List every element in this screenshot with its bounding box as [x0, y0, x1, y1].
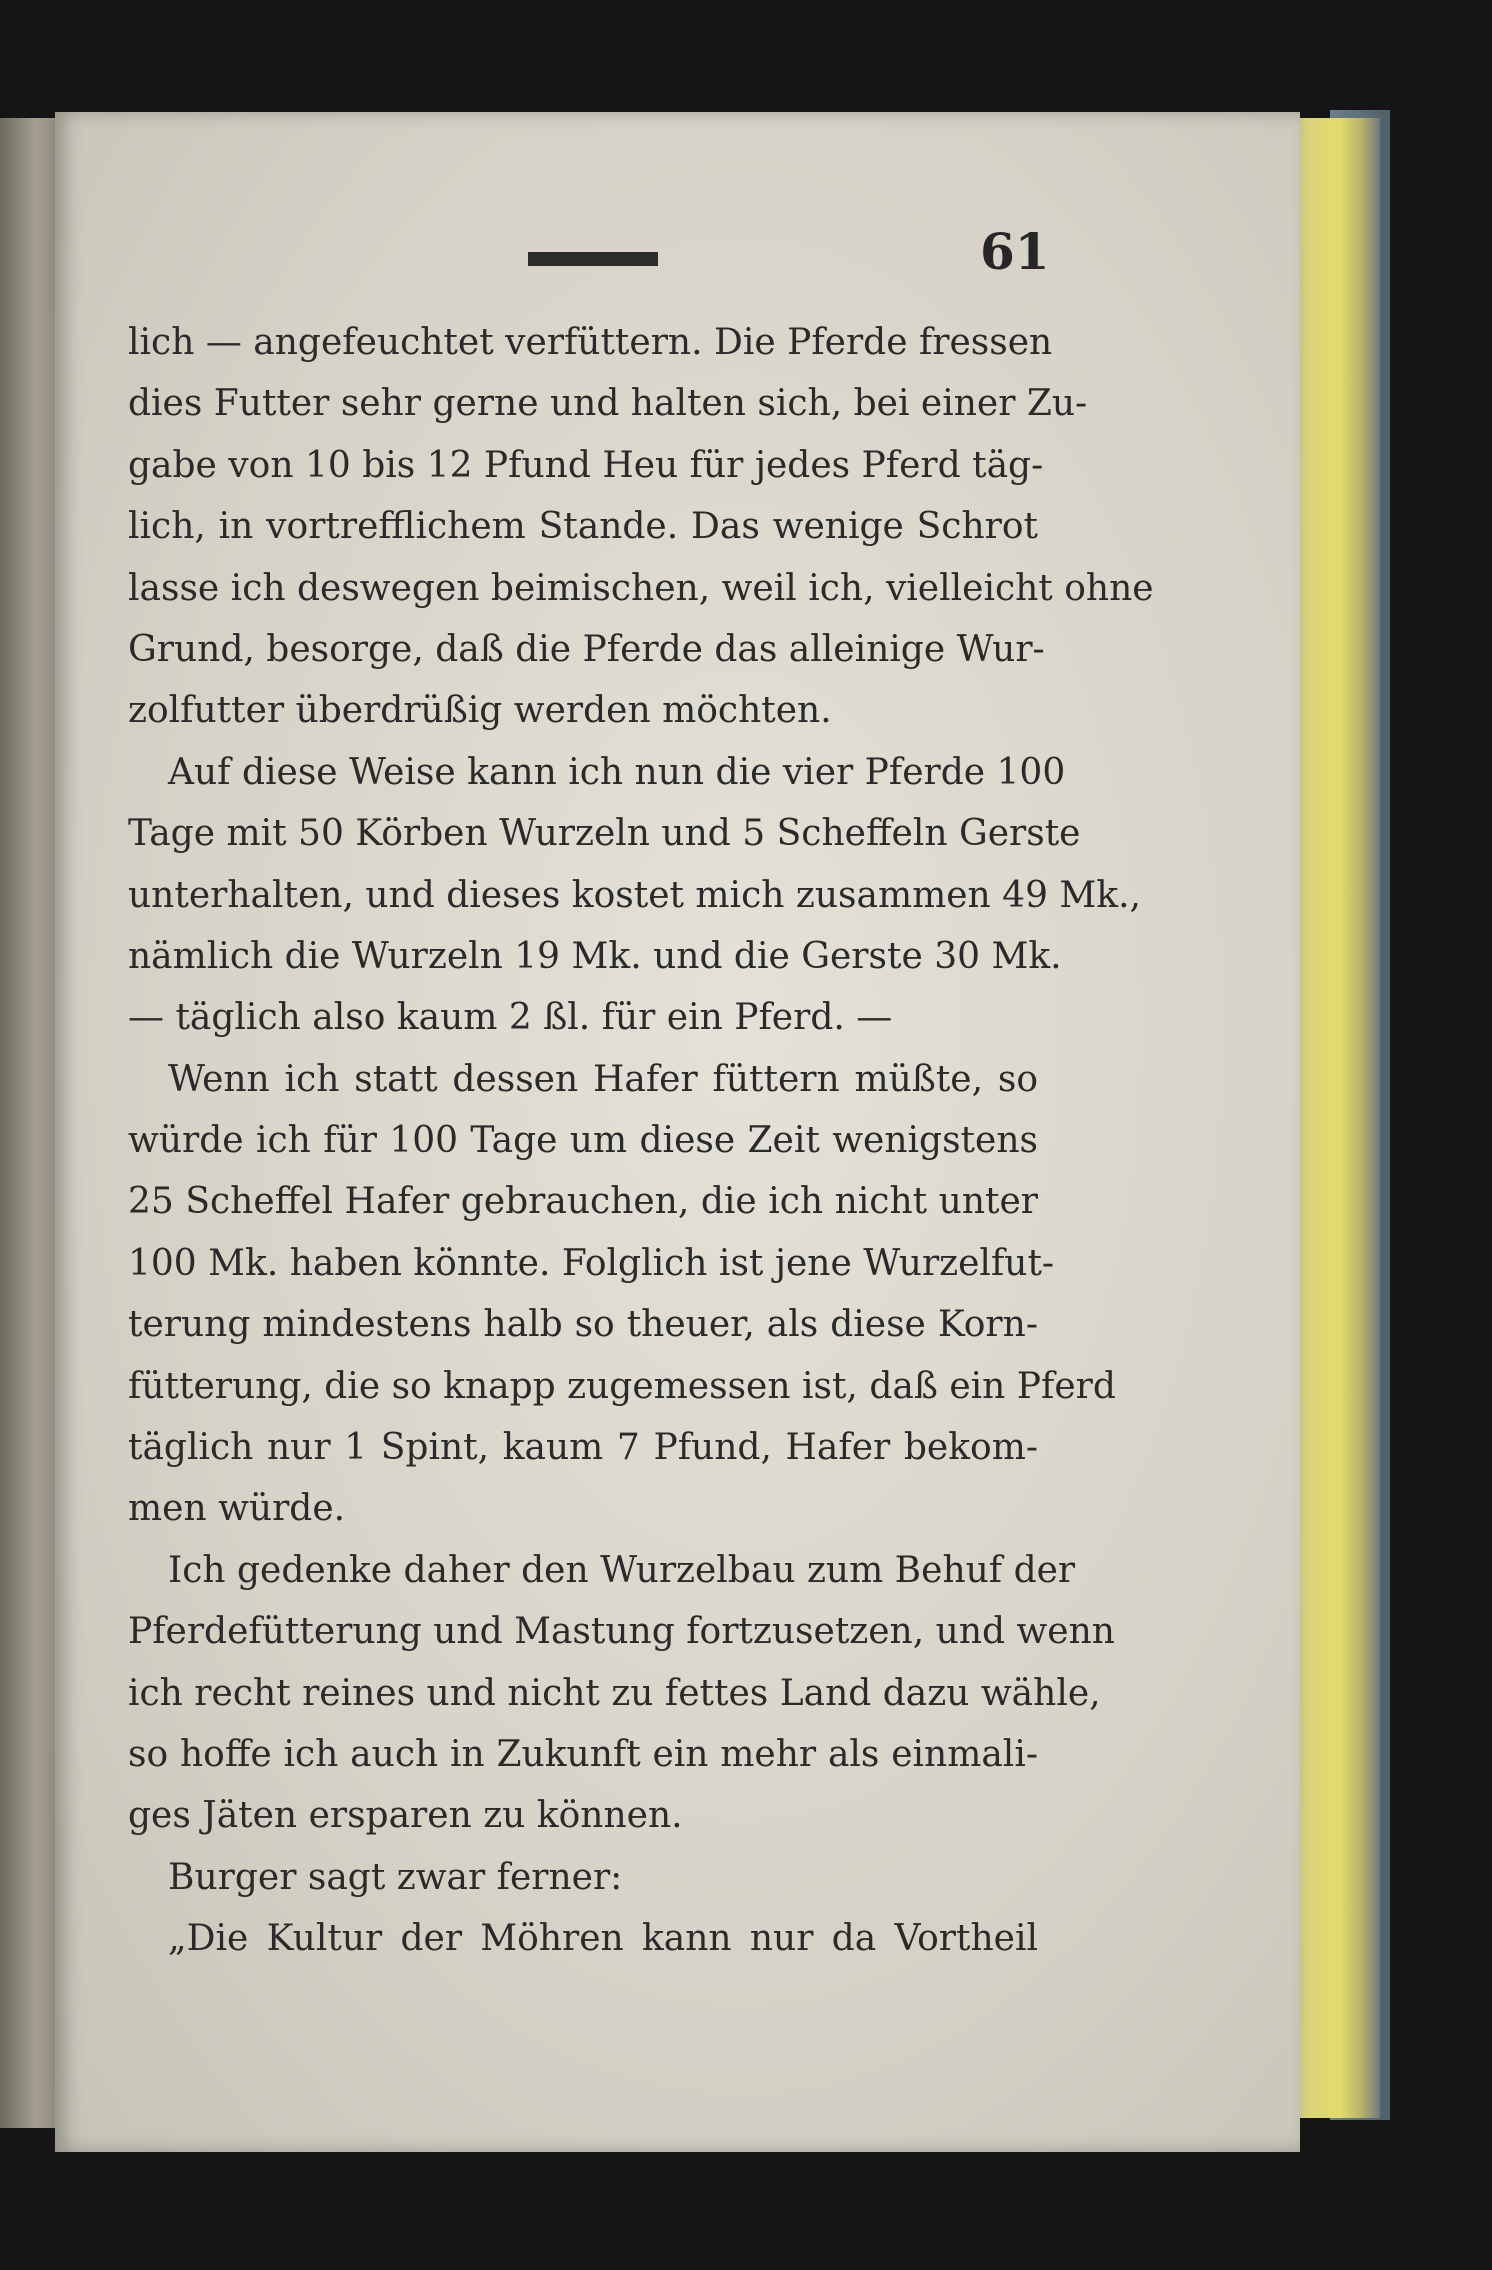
- text-line: Burger sagt zwar ferner:: [168, 1856, 623, 1898]
- text-line: dies Futter sehr gerne und halten sich, bei einer Zu-: [128, 383, 1088, 425]
- text-line: ich recht reines und nicht zu fettes Land dazu wähle,: [128, 1672, 1101, 1714]
- text-line: Wenn ich statt dessen Hafer füttern müßte, so: [168, 1058, 1038, 1100]
- text-line: men würde.: [128, 1488, 346, 1530]
- text-line: würde ich für 100 Tage um diese Zeit wenigstens: [128, 1120, 1038, 1162]
- text-line: fütterung, die so knapp zugemessen ist, daß ein Pferd: [128, 1365, 1116, 1407]
- text-line: — täglich also kaum 2 ßl. für ein Pferd. —: [128, 997, 893, 1039]
- page-number: 61: [980, 222, 1050, 281]
- text-line: 25 Scheffel Hafer gebrauchen, die ich nicht unter: [128, 1181, 1038, 1223]
- adjacent-page-edge: [0, 118, 60, 2128]
- text-line: lich — angefeuchtet verfüttern. Die Pferde fressen: [128, 322, 1053, 363]
- text-line: Ich gedenke daher den Wurzelbau zum Behuf der: [168, 1549, 1076, 1591]
- text-line: „Die Kultur der Möhren kann nur da Vortheil: [168, 1918, 1038, 1960]
- text-line: Auf diese Weise kann ich nun die vier Pferde 100: [168, 751, 1066, 793]
- text-line: terung mindestens halb so theuer, als diese Korn-: [128, 1304, 1038, 1346]
- text-line: zolfutter überdrüßig werden möchten.: [128, 690, 832, 732]
- text-line: lasse ich deswegen beimischen, weil ich, vielleicht ohne: [128, 567, 1154, 609]
- running-head-rule: [528, 252, 658, 266]
- page-block-edge: [1290, 118, 1380, 2118]
- text-line: lich, in vortrefflichem Stande. Das wenige Schrot: [128, 506, 1038, 548]
- text-line: nämlich die Wurzeln 19 Mk. und die Gerste 30 Mk.: [128, 935, 1062, 977]
- text-line: gabe von 10 bis 12 Pfund Heu für jedes Pferd täg-: [128, 444, 1044, 486]
- body-text: [128, 312, 1154, 1970]
- text-line: so hoffe ich auch in Zukunft ein mehr als einmali-: [128, 1733, 1038, 1775]
- text-line: unterhalten, und dieses kostet mich zusammen 49 Mk.,: [128, 874, 1141, 916]
- text-line: Tage mit 50 Körben Wurzeln und 5 Scheffeln Gerste: [128, 813, 1081, 855]
- text-line: ges Jäten ersparen zu können.: [128, 1795, 683, 1837]
- text-line: Grund, besorge, daß die Pferde das alleinige Wur-: [128, 628, 1045, 670]
- text-line: täglich nur 1 Spint, kaum 7 Pfund, Hafer bekom-: [128, 1427, 1038, 1469]
- text-line: 100 Mk. haben könnte. Folglich ist jene Wurzelfut-: [128, 1242, 1055, 1284]
- text-line: Pferdefütterung und Mastung fortzusetzen, und wenn: [128, 1611, 1115, 1653]
